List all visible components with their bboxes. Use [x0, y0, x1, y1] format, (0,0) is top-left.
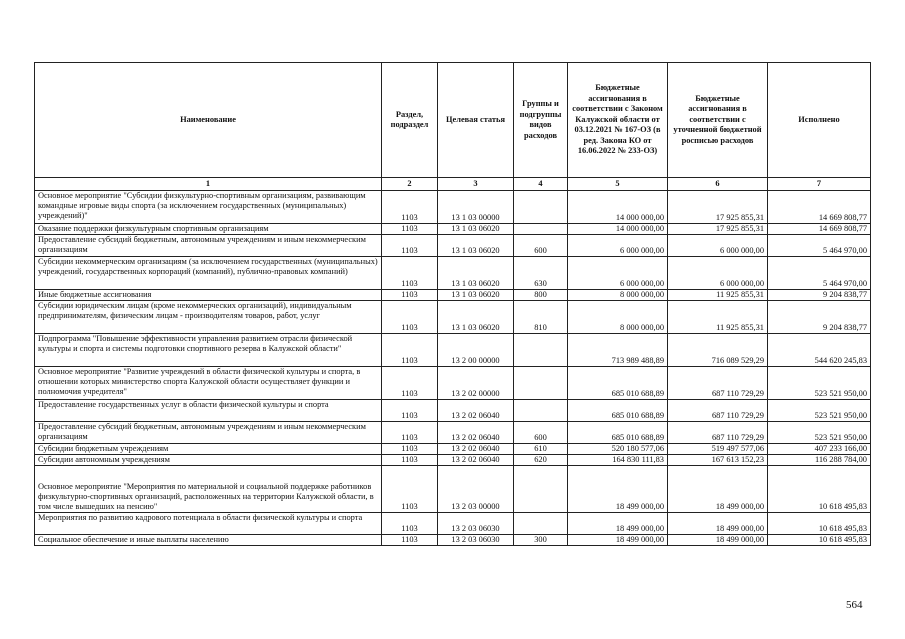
row-roster-amount: 167 613 152,23 [668, 455, 768, 466]
row-target: 13 2 03 00000 [438, 466, 514, 513]
row-roster-amount: 11 925 855,31 [668, 290, 768, 301]
column-number: 2 [382, 178, 438, 191]
row-roster-amount: 17 925 855,31 [668, 224, 768, 235]
row-name: Основное мероприятие "Субсидии физкультурно-спортивным организациям, развивающим командные игровые виды спорта (за исключением государственных (муниципальных) учреждений)" [35, 191, 382, 224]
row-roster-amount: 687 110 729,29 [668, 400, 768, 422]
row-section: 1103 [382, 290, 438, 301]
row-law-amount: 713 989 488,89 [568, 334, 668, 367]
table-row [35, 455, 871, 466]
row-target: 13 1 03 06020 [438, 290, 514, 301]
row-law-amount: 8 000 000,00 [568, 290, 668, 301]
row-law-amount: 164 830 111,83 [568, 455, 668, 466]
row-group: 630 [514, 257, 568, 290]
row-section: 1103 [382, 224, 438, 235]
row-executed-amount: 10 618 495,83 [768, 535, 871, 546]
row-section: 1103 [382, 513, 438, 535]
row-group [514, 367, 568, 400]
row-section: 1103 [382, 400, 438, 422]
header-section: Раздел, подраздел [382, 63, 438, 178]
row-name: Предоставление субсидий бюджетным, автономным учреждениям и иным некоммерческим организациям [35, 235, 382, 257]
row-executed-amount: 9 204 838,77 [768, 301, 871, 334]
row-name: Основное мероприятие "Мероприятия по материальной и социальной поддержке работников физкультурно-спортивных организаций, расположенных на территории Калужской области, в том числе вышедших на пенсию" [35, 466, 382, 513]
row-executed-amount: 14 669 808,77 [768, 191, 871, 224]
row-roster-amount: 17 925 855,31 [668, 191, 768, 224]
row-law-amount: 14 000 000,00 [568, 191, 668, 224]
row-name: Социальное обеспечение и иные выплаты населению [35, 535, 382, 546]
row-target: 13 2 03 06030 [438, 513, 514, 535]
table-row [35, 513, 871, 535]
row-target: 13 2 00 00000 [438, 334, 514, 367]
row-target: 13 1 03 06020 [438, 257, 514, 290]
row-section: 1103 [382, 466, 438, 513]
row-executed-amount: 116 288 784,00 [768, 455, 871, 466]
column-number: 3 [438, 178, 514, 191]
row-name: Субсидии автономным учреждениям [35, 455, 382, 466]
row-law-amount: 6 000 000,00 [568, 235, 668, 257]
row-section: 1103 [382, 422, 438, 444]
row-executed-amount: 5 464 970,00 [768, 235, 871, 257]
row-roster-amount: 687 110 729,29 [668, 422, 768, 444]
budget-execution-table [34, 62, 871, 546]
row-name: Подпрограмма "Повышение эффективности управления развитием отрасли физической культуры и спорта и системы подготовки спортивного резерва в Калужской области" [35, 334, 382, 367]
row-executed-amount: 544 620 245,83 [768, 334, 871, 367]
column-number: 1 [35, 178, 382, 191]
row-target: 13 1 03 00000 [438, 191, 514, 224]
row-law-amount: 18 499 000,00 [568, 466, 668, 513]
row-law-amount: 6 000 000,00 [568, 257, 668, 290]
row-name: Основное мероприятие "Развитие учреждений в области физической культуры и спорта, в отношении которых министерство спорта Калужской области осуществляет функции и полномочия учредителя" [35, 367, 382, 400]
header-law-allocations: Бюджетные ассигнования в соответствии с Законом Калужской области от 03.12.2021 № 167-ОЗ (в ред. Закона КО от 16.06.2022 № 233-ОЗ) [568, 63, 668, 178]
row-name: Субсидии юридическим лицам (кроме некоммерческих организаций), индивидуальным предпринимателям, физическим лицам - производителям товаров, работ, услуг [35, 301, 382, 334]
row-name: Субсидии бюджетным учреждениям [35, 444, 382, 455]
row-name: Иные бюджетные ассигнования [35, 290, 382, 301]
row-roster-amount: 18 499 000,00 [668, 466, 768, 513]
row-executed-amount: 523 521 950,00 [768, 400, 871, 422]
row-executed-amount: 523 521 950,00 [768, 422, 871, 444]
row-group [514, 466, 568, 513]
row-target: 13 1 03 06020 [438, 224, 514, 235]
table-row [35, 224, 871, 235]
table-row [35, 301, 871, 334]
row-group: 600 [514, 235, 568, 257]
row-group [514, 400, 568, 422]
row-section: 1103 [382, 334, 438, 367]
row-name: Субсидии некоммерческим организациям (за исключением государственных (муниципальных) учреждений, государственных корпораций (компаний), публично-правовых компаний) [35, 257, 382, 290]
table-row [35, 444, 871, 455]
row-group: 610 [514, 444, 568, 455]
row-target: 13 2 02 06040 [438, 400, 514, 422]
row-roster-amount: 6 000 000,00 [668, 235, 768, 257]
column-number: 7 [768, 178, 871, 191]
table-row [35, 290, 871, 301]
header-target-article: Целевая статья [438, 63, 514, 178]
table-header-row [35, 63, 871, 178]
row-law-amount: 685 010 688,89 [568, 400, 668, 422]
row-group: 300 [514, 535, 568, 546]
table-row [35, 191, 871, 224]
column-number-row [35, 178, 871, 191]
row-group [514, 224, 568, 235]
row-section: 1103 [382, 367, 438, 400]
row-roster-amount: 11 925 855,31 [668, 301, 768, 334]
row-executed-amount: 10 618 495,83 [768, 466, 871, 513]
row-law-amount: 685 010 688,89 [568, 422, 668, 444]
row-law-amount: 18 499 000,00 [568, 535, 668, 546]
row-group: 620 [514, 455, 568, 466]
row-law-amount: 520 180 577,06 [568, 444, 668, 455]
row-group [514, 513, 568, 535]
row-target: 13 2 02 06040 [438, 455, 514, 466]
page-number: 564 [846, 599, 863, 611]
row-section: 1103 [382, 455, 438, 466]
row-target: 13 1 03 06020 [438, 235, 514, 257]
row-roster-amount: 18 499 000,00 [668, 535, 768, 546]
header-executed: Исполнено [768, 63, 871, 178]
table-row [35, 235, 871, 257]
row-target: 13 2 02 06040 [438, 444, 514, 455]
row-executed-amount: 9 204 838,77 [768, 290, 871, 301]
row-executed-amount: 407 233 166,00 [768, 444, 871, 455]
column-number: 6 [668, 178, 768, 191]
header-expense-groups: Группы и подгруппы видов расходов [514, 63, 568, 178]
row-roster-amount: 6 000 000,00 [668, 257, 768, 290]
table-row [35, 257, 871, 290]
row-law-amount: 8 000 000,00 [568, 301, 668, 334]
row-executed-amount: 14 669 808,77 [768, 224, 871, 235]
row-target: 13 2 02 06040 [438, 422, 514, 444]
row-group: 600 [514, 422, 568, 444]
row-law-amount: 18 499 000,00 [568, 513, 668, 535]
row-section: 1103 [382, 301, 438, 334]
row-target: 13 2 03 06030 [438, 535, 514, 546]
row-name: Мероприятия по развитию кадрового потенциала в области физической культуры и спорта [35, 513, 382, 535]
row-name: Предоставление субсидий бюджетным, автономным учреждениям и иным некоммерческим организациям [35, 422, 382, 444]
column-number: 5 [568, 178, 668, 191]
row-group [514, 191, 568, 224]
row-roster-amount: 716 089 529,29 [668, 334, 768, 367]
table-row [35, 466, 871, 513]
row-roster-amount: 519 497 577,06 [668, 444, 768, 455]
row-group: 800 [514, 290, 568, 301]
row-law-amount: 14 000 000,00 [568, 224, 668, 235]
row-executed-amount: 5 464 970,00 [768, 257, 871, 290]
table-row [35, 535, 871, 546]
row-executed-amount: 523 521 950,00 [768, 367, 871, 400]
budget-document-sheet [34, 62, 870, 546]
row-name: Оказание поддержки физкультурным спортивным организациям [35, 224, 382, 235]
row-roster-amount: 18 499 000,00 [668, 513, 768, 535]
table-row [35, 367, 871, 400]
row-law-amount: 685 010 688,89 [568, 367, 668, 400]
row-name: Предоставление государственных услуг в области физической культуры и спорта [35, 400, 382, 422]
row-group [514, 334, 568, 367]
table-row [35, 422, 871, 444]
header-name: Наименование [35, 63, 382, 178]
header-roster-allocations: Бюджетные ассигнования в соответствии с уточненной бюджетной росписью расходов [668, 63, 768, 178]
row-section: 1103 [382, 444, 438, 455]
table-row [35, 400, 871, 422]
row-target: 13 1 03 06020 [438, 301, 514, 334]
row-section: 1103 [382, 191, 438, 224]
row-roster-amount: 687 110 729,29 [668, 367, 768, 400]
table-row [35, 334, 871, 367]
row-section: 1103 [382, 535, 438, 546]
row-group: 810 [514, 301, 568, 334]
row-section: 1103 [382, 235, 438, 257]
row-target: 13 2 02 00000 [438, 367, 514, 400]
row-section: 1103 [382, 257, 438, 290]
column-number: 4 [514, 178, 568, 191]
row-executed-amount: 10 618 495,83 [768, 513, 871, 535]
